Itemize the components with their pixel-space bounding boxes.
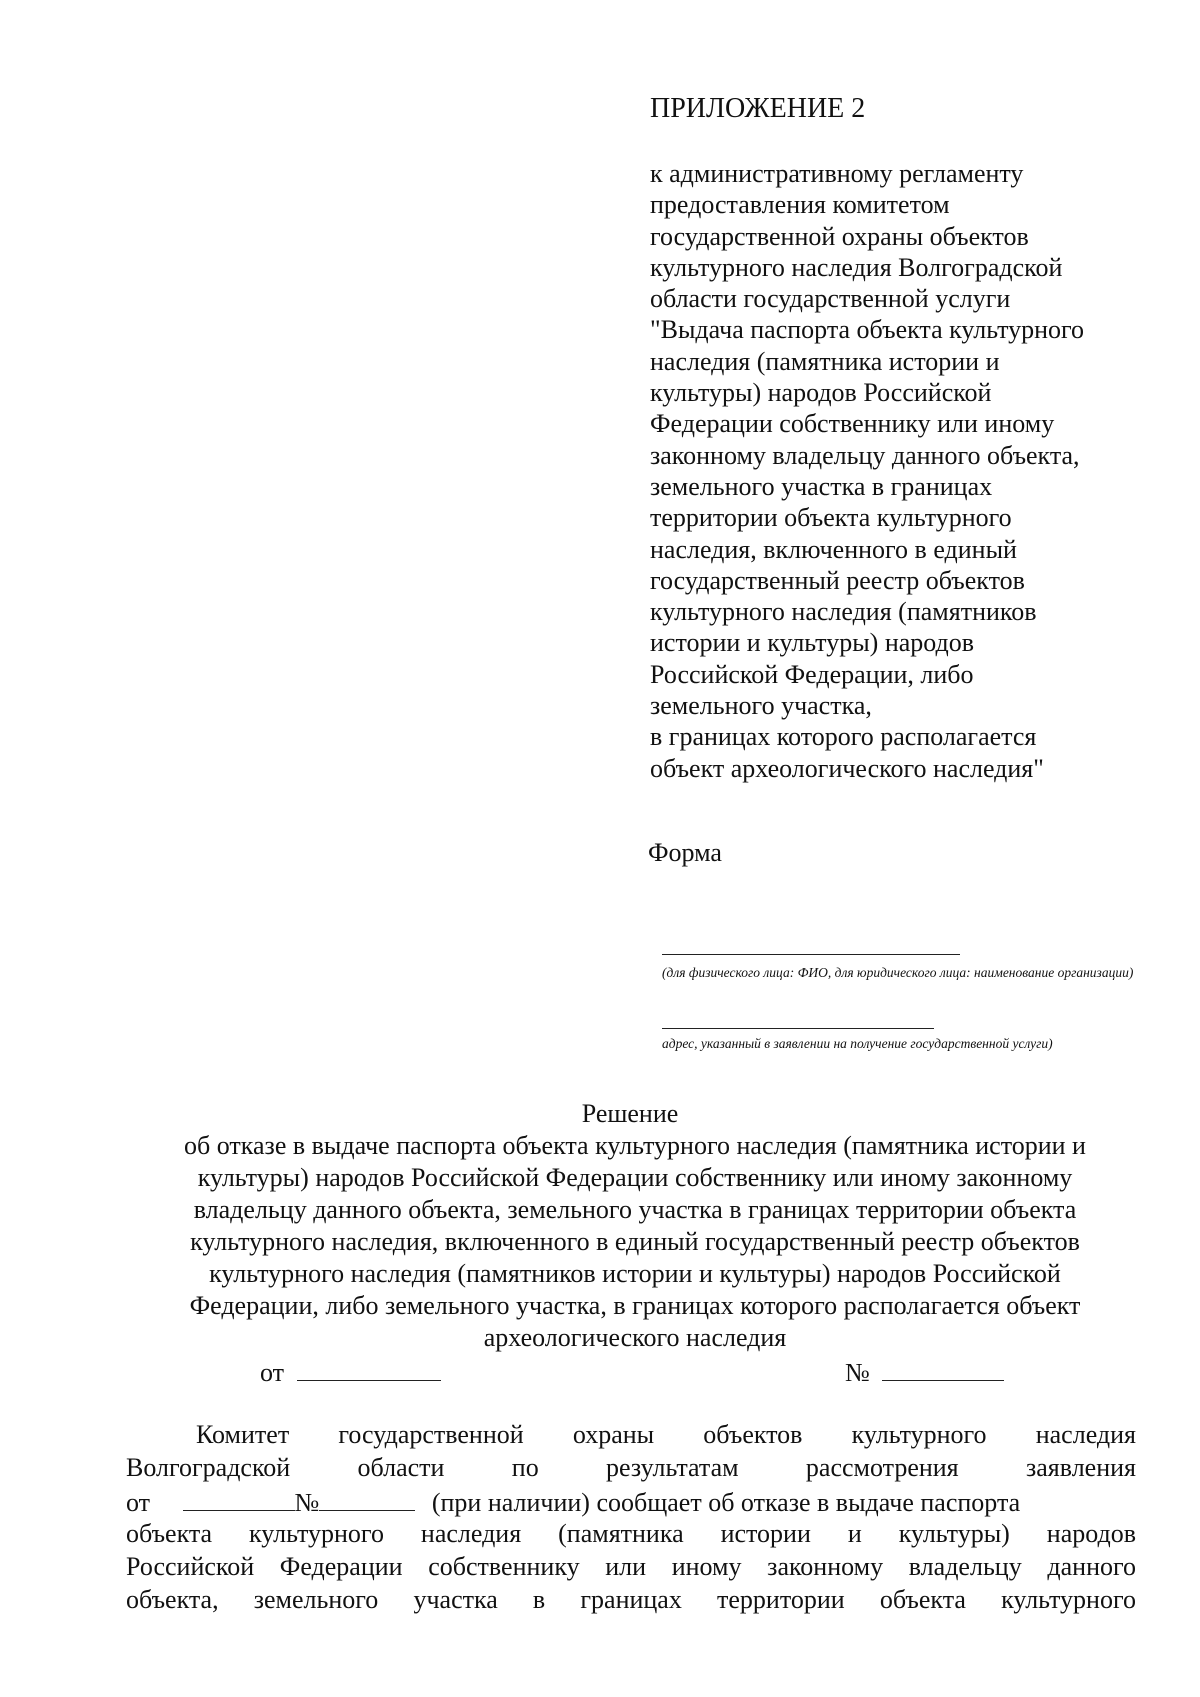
regulation-line: территории объекта культурного — [650, 503, 1012, 533]
date-prefix: от — [260, 1358, 285, 1387]
application-number-prefix: № — [294, 1488, 320, 1517]
body-line-with-fields — [126, 1486, 1136, 1518]
regulation-line: наследия (памятника истории и — [650, 346, 1000, 376]
body-line: Российской Федерации собственнику или иному законному владельцу данного — [126, 1552, 1136, 1581]
decision-subtitle-line: культурного наследия, включенного в единый государственный реестр объектов — [190, 1227, 1080, 1256]
application-date-prefix: от — [126, 1488, 151, 1517]
regulation-line: области государственной услуги — [650, 284, 1011, 314]
regulation-line: культурного наследия (памятников — [650, 597, 1037, 627]
number-prefix: № — [845, 1358, 870, 1387]
regulation-line: предоставления комитетом — [650, 190, 950, 220]
body-line: объекта, земельного участка в границах территории объекта культурного — [126, 1585, 1136, 1614]
decision-number-field[interactable] — [882, 1356, 1004, 1381]
form-label: Форма — [648, 838, 722, 867]
regulation-line: в границах которого располагается — [650, 722, 1037, 752]
regulation-line: "Выдача паспорта объекта культурного — [650, 315, 1085, 345]
decision-number-row — [845, 1356, 1004, 1388]
body-line: объекта культурного наследия (памятника истории и культуры) народов — [126, 1519, 1136, 1548]
regulation-line: объект археологического наследия" — [650, 753, 1044, 783]
regulation-reference — [650, 158, 1084, 784]
decision-date-row — [260, 1356, 441, 1388]
body-line: Комитет государственной охраны объектов культурного наследия — [196, 1420, 1136, 1449]
regulation-line: Федерации собственнику или иному — [650, 409, 1055, 439]
decision-subtitle-line: культурного наследия (памятников истории и культуры) народов Российской — [209, 1259, 1061, 1288]
regulation-line: земельного участка, — [650, 691, 872, 721]
application-date-field[interactable] — [183, 1486, 295, 1511]
recipient-address-line[interactable] — [662, 1028, 934, 1029]
regulation-line: земельного участка в границах — [650, 471, 993, 501]
appendix-title: ПРИЛОЖЕНИЕ 2 — [650, 93, 866, 124]
regulation-line: культуры) народов Российской — [650, 378, 992, 408]
decision-subtitle-line: владельцу данного объекта, земельного участка в границах территории объекта — [193, 1195, 1077, 1224]
regulation-line: Российской Федерации, либо — [650, 659, 974, 689]
regulation-line: к административному регламенту — [650, 159, 1024, 188]
address-note: адрес, указанный в заявлении на получение государственной услуги) — [662, 1036, 1053, 1051]
decision-subtitle — [110, 1130, 1160, 1354]
recipient-name-line[interactable] — [662, 954, 960, 955]
regulation-line: государственной охраны объектов — [650, 221, 1029, 251]
application-number-field[interactable] — [319, 1486, 415, 1511]
regulation-line: наследия, включенного в единый — [650, 534, 1017, 564]
regulation-line: истории и культуры) народов — [650, 628, 975, 658]
decision-title: Решение — [581, 1099, 679, 1128]
body-line: Волгоградской области по результатам рассмотрения заявления — [126, 1453, 1136, 1482]
decision-date-field[interactable] — [297, 1356, 441, 1381]
regulation-line: культурного наследия Волгоградской — [650, 252, 1063, 282]
decision-subtitle-line: культуры) народов Российской Федерации собственнику или иному законному — [197, 1163, 1073, 1192]
body-line-tail: (при наличии) сообщает об отказе в выдаче паспорта — [431, 1488, 1021, 1517]
decision-subtitle-line: археологического наследия — [483, 1323, 787, 1352]
recipient-note: (для физического лица: ФИО, для юридического лица: наименование организации) — [662, 965, 1134, 980]
regulation-line: государственный реестр объектов — [650, 565, 1025, 595]
decision-subtitle-line: Федерации, либо земельного участка, в границах которого располагается объект — [189, 1291, 1081, 1320]
regulation-line: законному владельцу данного объекта, — [650, 440, 1080, 470]
decision-subtitle-line: об отказе в выдаче паспорта объекта культурного наследия (памятника истории и — [184, 1131, 1086, 1160]
